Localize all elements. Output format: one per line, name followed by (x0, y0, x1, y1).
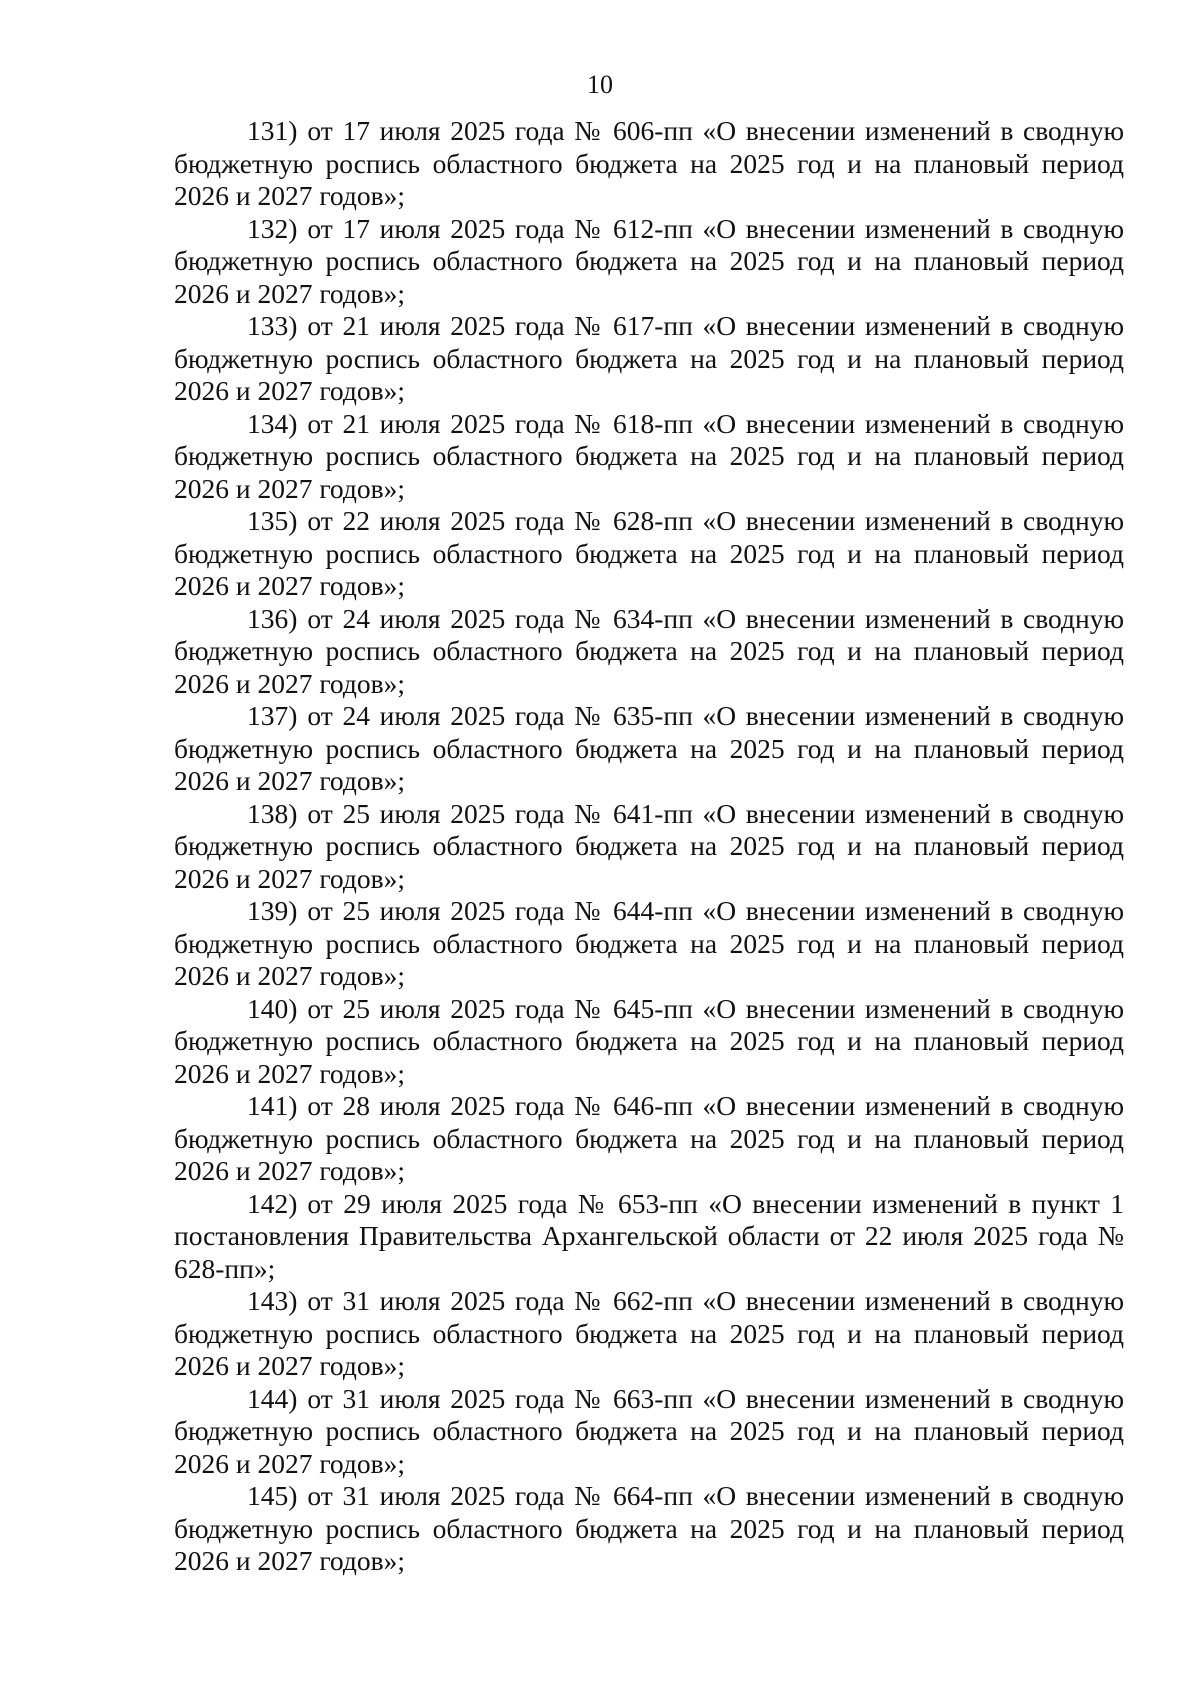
item-number: 137) (247, 700, 298, 731)
list-item (174, 213, 1124, 311)
list-item (174, 408, 1124, 506)
list-item (174, 310, 1124, 408)
list-item (174, 993, 1124, 1091)
item-text: от 21 июля 2025 года № 617-пп «О внесении изменений в сводную бюджетную роспись областного бюджета на 2025 год и на плановый период 2026 и 2027 годов»; (174, 310, 1124, 406)
item-number: 136) (247, 602, 298, 634)
item-number: 142) (247, 1187, 298, 1219)
list-item (174, 700, 1124, 798)
item-number: 135) (247, 505, 298, 536)
list-item (174, 1480, 1124, 1578)
item-text: от 31 июля 2025 года № 663-пп «О внесении изменений в сводную бюджетную роспись областного бюджета на 2025 год и на плановый период 2026 и 2027 годов»; (174, 1382, 1124, 1479)
list-item (174, 505, 1124, 603)
item-text: от 25 июля 2025 года № 644-пп «О внесении изменений в сводную бюджетную роспись областного бюджета на 2025 год и на плановый период 2026 и 2027 годов»; (174, 895, 1124, 991)
item-number: 140) (247, 992, 298, 1024)
item-text: от 31 июля 2025 года № 664-пп «О внесении изменений в сводную бюджетную роспись областного бюджета на 2025 год и на плановый период 2026 и 2027 годов»; (174, 1480, 1124, 1576)
list-item (174, 603, 1124, 701)
item-text: от 24 июля 2025 года № 635-пп «О внесении изменений в сводную бюджетную роспись областного бюджета на 2025 год и на плановый период 2026 и 2027 годов»; (174, 700, 1124, 796)
item-number: 132) (247, 212, 298, 244)
list-item (174, 1285, 1124, 1383)
item-number: 138) (247, 797, 298, 829)
item-text: от 31 июля 2025 года № 662-пп «О внесении изменений в сводную бюджетную роспись областного бюджета на 2025 год и на плановый период 2026 и 2027 годов»; (174, 1285, 1124, 1381)
list-item (174, 1383, 1124, 1481)
list-item (174, 115, 1124, 213)
item-number: 145) (247, 1480, 298, 1511)
item-number: 133) (247, 310, 298, 341)
list-item (174, 1090, 1124, 1188)
item-text: от 28 июля 2025 года № 646-пп «О внесении изменений в сводную бюджетную роспись областного бюджета на 2025 год и на плановый период 2026 и 2027 годов»; (174, 1090, 1124, 1186)
item-text: от 17 июля 2025 года № 612-пп «О внесении изменений в сводную бюджетную роспись областного бюджета на 2025 год и на плановый период 2026 и 2027 годов»; (174, 212, 1124, 309)
item-text: от 22 июля 2025 года № 628-пп «О внесении изменений в сводную бюджетную роспись областного бюджета на 2025 год и на плановый период 2026 и 2027 годов»; (174, 505, 1124, 601)
item-number: 139) (247, 895, 298, 926)
item-text: от 24 июля 2025 года № 634-пп «О внесении изменений в сводную бюджетную роспись областного бюджета на 2025 год и на плановый период 2026 и 2027 годов»; (174, 602, 1124, 699)
list-item (174, 895, 1124, 993)
item-number: 143) (247, 1285, 298, 1316)
list-item (174, 798, 1124, 896)
item-number: 134) (247, 407, 298, 439)
resolution-list (174, 115, 1124, 1578)
item-number: 141) (247, 1090, 298, 1121)
list-item (174, 1188, 1124, 1286)
item-number: 131) (247, 115, 298, 146)
item-text: от 17 июля 2025 года № 606-пп «О внесении изменений в сводную бюджетную роспись областного бюджета на 2025 год и на плановый период 2026 и 2027 годов»; (174, 115, 1124, 211)
item-text: от 25 июля 2025 года № 645-пп «О внесении изменений в сводную бюджетную роспись областного бюджета на 2025 год и на плановый период 2026 и 2027 годов»; (174, 992, 1124, 1089)
page-number: 10 (587, 70, 613, 99)
item-text: от 21 июля 2025 года № 618-пп «О внесении изменений в сводную бюджетную роспись областного бюджета на 2025 год и на плановый период 2026 и 2027 годов»; (174, 407, 1124, 504)
item-number: 144) (247, 1382, 298, 1414)
item-text: от 25 июля 2025 года № 641-пп «О внесении изменений в сводную бюджетную роспись областного бюджета на 2025 год и на плановый период 2026 и 2027 годов»; (174, 797, 1124, 894)
item-text: от 29 июля 2025 года № 653-пп «О внесении изменений в пункт 1 постановления Правительства Архангельской области от 22 июля 2025 года № 628-пп»; (174, 1187, 1124, 1284)
